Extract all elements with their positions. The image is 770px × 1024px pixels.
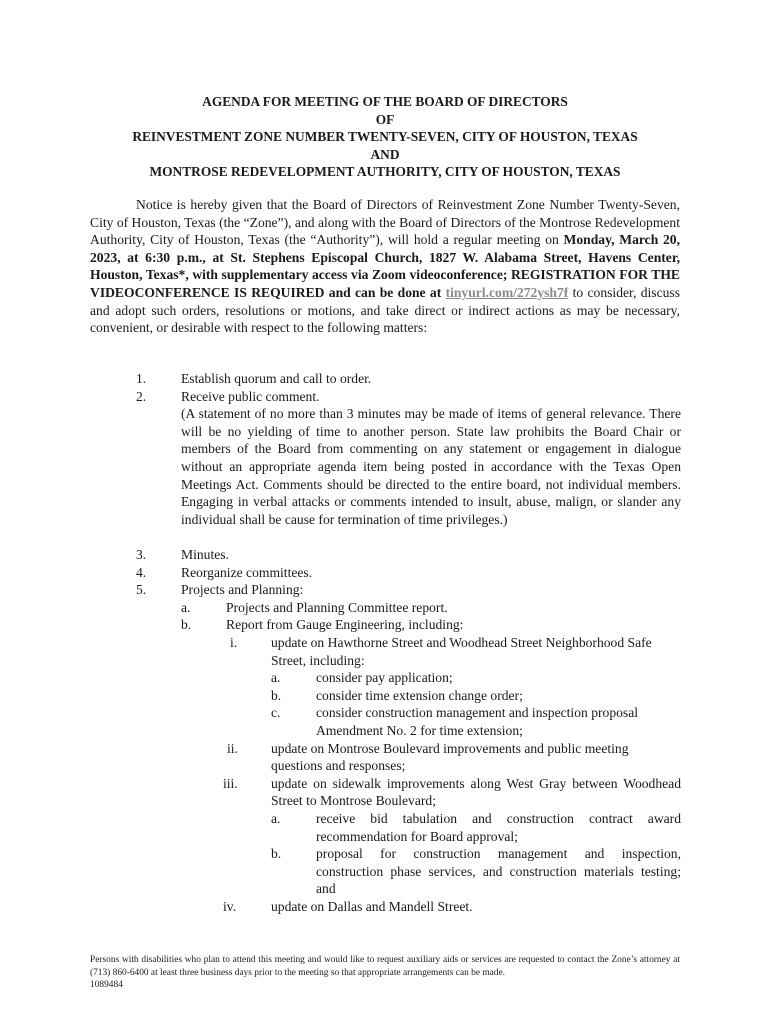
title-line-5: MONTROSE REDEVELOPMENT AUTHORITY, CITY OF HOUSTON, TEXAS bbox=[149, 164, 621, 179]
item-5b-number: b. bbox=[181, 617, 192, 633]
notice-meeting-details: Monday, March 20, 2023, at 6:30 p.m., at St. Stephens Episcopal Church, 1827 W. Alabama Street, Havens Center, Houston, Texas*, with supplementary access via Zoom videoconference; REGISTRATION FOR THE VIDEOCONFERENCE IS REQUIRED and can be done at bbox=[90, 232, 680, 300]
item-5b-i-a-text: consider pay application; bbox=[316, 670, 453, 686]
item-5b-iii-number: iii. bbox=[223, 775, 238, 791]
footer-note bbox=[90, 954, 680, 992]
item-3-number: 3. bbox=[136, 547, 147, 562]
notice-text-2: to consider, discuss and adopt such orders, resolutions or motions, and take direct or indirect actions as may be necessary, convenient, or desirable with respect to the following matters: bbox=[90, 284, 680, 336]
item-5b-i-c-text: consider construction management and inspection proposal Amendment No. 2 for time extension; bbox=[316, 705, 639, 738]
item-4-number: 4. bbox=[136, 564, 147, 580]
item-5b-iii-a-text: receive bid tabulation and construction contract award recommendation for Board approval; bbox=[316, 811, 681, 844]
item-2-number: 2. bbox=[136, 388, 147, 404]
title-line-2: OF bbox=[375, 111, 395, 127]
item-5b-iv-text: update on Dallas and Mandell Street. bbox=[271, 899, 473, 914]
item-5a-number: a. bbox=[181, 599, 191, 615]
item-5-number: 5. bbox=[136, 582, 147, 598]
item-5b-ii-number: ii. bbox=[227, 740, 238, 756]
item-5b-i-text: update on Hawthorne Street and Woodhead Street Neighborhood Safe Street, including: bbox=[271, 635, 652, 668]
item-5b-i-number: i. bbox=[230, 635, 238, 650]
item-3-text: Minutes. bbox=[181, 547, 229, 562]
item-5b-iii-a-number: a. bbox=[271, 811, 281, 826]
meeting-notice bbox=[90, 196, 680, 337]
footer-accessibility-text: Persons with disabilities who plan to attend this meeting and would like to request auxiliary aids or services are requested to contact the Zone’s attorney at (713) 860-6400 at least three business days prior to the meeting so that appropriate arrangements can be made. bbox=[90, 955, 680, 978]
item-5b-i-b-text: consider time extension change order; bbox=[316, 687, 523, 703]
document-number: 1089484 bbox=[90, 980, 123, 991]
title-line-3: REINVESTMENT ZONE NUMBER TWENTY-SEVEN, CITY OF HOUSTON, TEXAS bbox=[132, 129, 638, 144]
item-5b-i-a-number: a. bbox=[271, 670, 281, 686]
item-2-detail: (A statement of no more than 3 minutes may be made of items of general relevance. There will be no yielding of time to another person. State law prohibits the Board Chair or members of the Board from commenting on any statement or engagement in dialogue without an appropriate agenda item being posted in accordance with the Texas Open Meetings Act. Comments should be directed to the entire board, not individual members. Engaging in verbal attacks or comments intended to insult, abuse, malign, or slander any individual shall be cause for termination of time privileges.) bbox=[181, 406, 681, 527]
item-5a-text: Projects and Planning Committee report. bbox=[226, 599, 448, 615]
item-1-text: Establish quorum and call to order. bbox=[181, 371, 372, 386]
item-5b-iv-number: iv. bbox=[223, 899, 237, 914]
item-5b-i-c-number: c. bbox=[271, 705, 281, 721]
item-5b-ii-text: update on Montrose Boulevard improvements and public meeting questions and responses; bbox=[271, 740, 629, 774]
item-5b-i-b-number: b. bbox=[271, 687, 282, 703]
item-5b-iii-text: update on sidewalk improvements along West Gray between Woodhead Street to Montrose Boulevard; bbox=[271, 775, 681, 809]
item-1-number: 1. bbox=[136, 371, 147, 386]
registration-link[interactable]: tinyurl.com/272ysh7f bbox=[445, 284, 569, 300]
item-5-text: Projects and Planning: bbox=[181, 582, 304, 598]
agenda-title bbox=[0, 93, 770, 181]
item-5b-iii-b-number: b. bbox=[271, 846, 282, 862]
title-line-4: AND bbox=[370, 146, 400, 162]
notice-text-1: Notice is hereby given that the Board of Directors of Reinvestment Zone Number Twenty-Seven, City of Houston, Texas (the “Zone”), and along with the Board of Directors of the Montrose Redevelopment Authority, City of Houston, Texas (the “Authority”), will hold a regular meeting on bbox=[90, 197, 680, 248]
item-4-text: Reorganize committees. bbox=[181, 564, 313, 580]
item-5b-iii-b-text: proposal for construction management and inspection, construction phase services, and construction materials testing; and bbox=[316, 846, 681, 897]
item-2-text: Receive public comment. bbox=[181, 388, 320, 404]
title-line-1: AGENDA FOR MEETING OF THE BOARD OF DIRECTORS bbox=[202, 94, 568, 109]
item-5b-text: Report from Gauge Engineering, including: bbox=[226, 617, 464, 633]
